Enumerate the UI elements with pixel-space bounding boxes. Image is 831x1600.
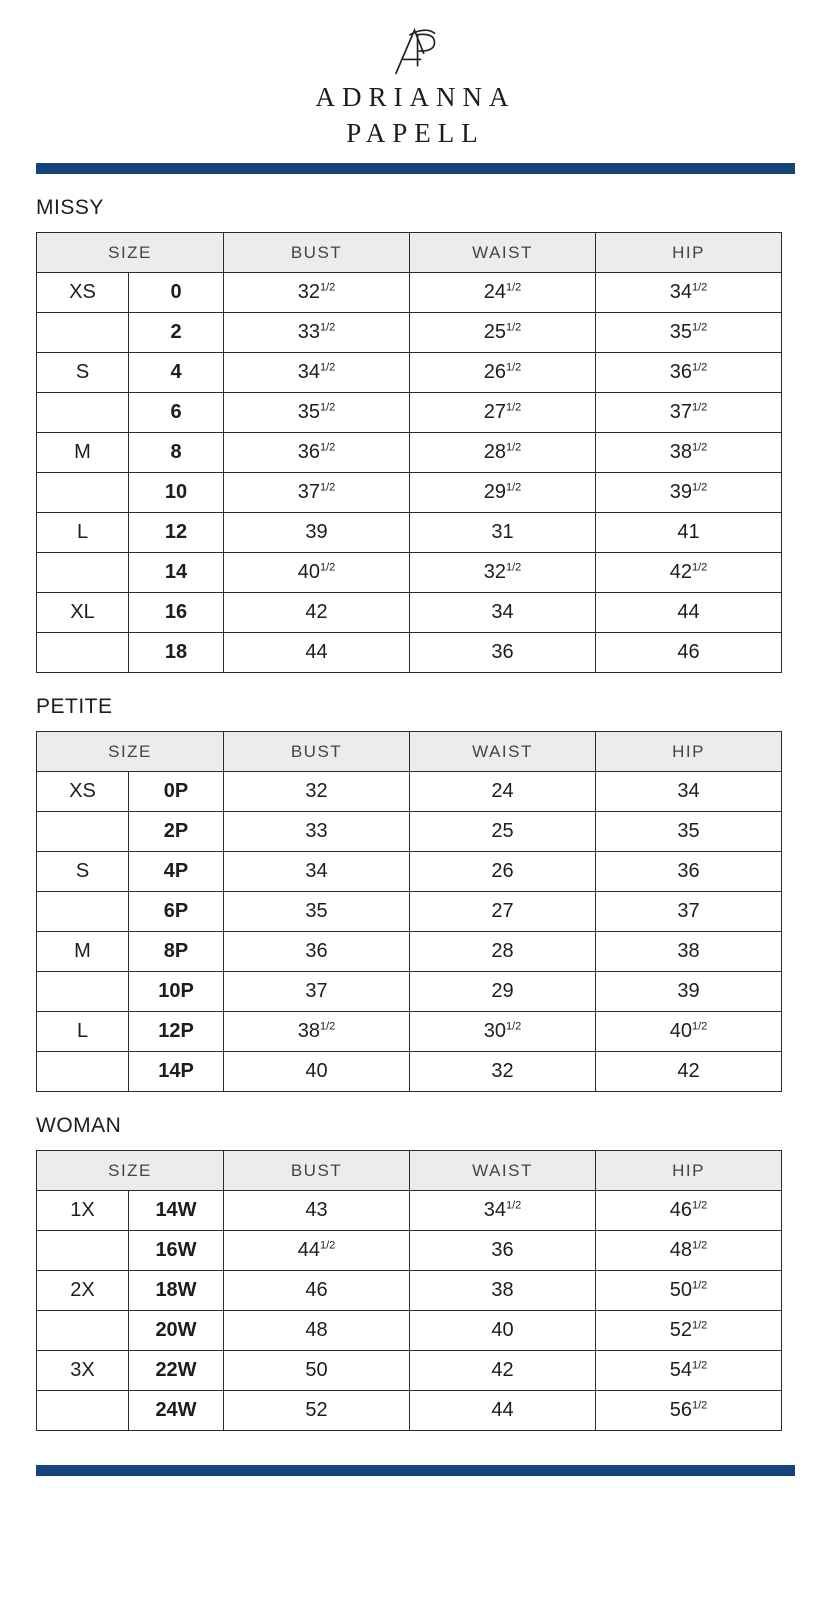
- cell-waist: $32^{1/2}$: [410, 553, 596, 593]
- cell-alpha-size: S: [37, 353, 129, 393]
- cell-waist: $34^{1/2}$: [410, 1191, 596, 1231]
- cell-hip: 34: [596, 772, 782, 812]
- cell-bust: 46: [224, 1271, 410, 1311]
- cell-alpha-size: S: [37, 852, 129, 892]
- table-row: [37, 1271, 782, 1311]
- size-table-petite: [36, 731, 782, 1092]
- fraction-half: 1/2: [505, 481, 522, 494]
- cell-hip: $46^{1/2}$: [596, 1191, 782, 1231]
- cell-waist: $24^{1/2}$: [410, 273, 596, 313]
- brand-name: [0, 80, 831, 151]
- section-title-petite: PETITE: [36, 695, 113, 719]
- cell-waist: $27^{1/2}$: [410, 393, 596, 433]
- column-header-waist: WAIST: [410, 233, 596, 273]
- cell-bust: $40^{1/2}$: [224, 553, 410, 593]
- cell-numeric-size: 24W: [129, 1391, 224, 1431]
- fraction-half: 1/2: [691, 1319, 708, 1332]
- fraction-half: 1/2: [691, 361, 708, 374]
- table-row: [37, 1191, 782, 1231]
- cell-waist: $25^{1/2}$: [410, 313, 596, 353]
- cell-hip: $56^{1/2}$: [596, 1391, 782, 1431]
- cell-alpha-size: L: [37, 513, 129, 553]
- cell-alpha-size: XS: [37, 273, 129, 313]
- cell-waist: 34: [410, 593, 596, 633]
- fraction-half: 1/2: [319, 1239, 336, 1252]
- table-row: [37, 1231, 782, 1271]
- table-row: [37, 812, 782, 852]
- cell-waist: 31: [410, 513, 596, 553]
- table-row: [37, 393, 782, 433]
- cell-alpha-size: [37, 553, 129, 593]
- cell-alpha-size: [37, 972, 129, 1012]
- fraction-half: 1/2: [319, 361, 336, 374]
- cell-bust: $35^{1/2}$: [224, 393, 410, 433]
- table-header-row: [37, 233, 782, 273]
- fraction-half: 1/2: [505, 561, 522, 574]
- cell-bust: 34: [224, 852, 410, 892]
- cell-bust: $36^{1/2}$: [224, 433, 410, 473]
- cell-numeric-size: 8P: [129, 932, 224, 972]
- table-row: [37, 1012, 782, 1052]
- cell-waist: 25: [410, 812, 596, 852]
- cell-alpha-size: 1X: [37, 1191, 129, 1231]
- fraction-half: 1/2: [691, 1279, 708, 1292]
- cell-alpha-size: [37, 633, 129, 673]
- fraction-half: 1/2: [691, 1399, 708, 1412]
- cell-numeric-size: 16W: [129, 1231, 224, 1271]
- cell-numeric-size: 6P: [129, 892, 224, 932]
- fraction-half: 1/2: [691, 1020, 708, 1033]
- cell-hip: $54^{1/2}$: [596, 1351, 782, 1391]
- cell-numeric-size: 8: [129, 433, 224, 473]
- cell-bust: 33: [224, 812, 410, 852]
- fraction-half: 1/2: [691, 1199, 708, 1212]
- cell-hip: $36^{1/2}$: [596, 353, 782, 393]
- cell-alpha-size: [37, 1311, 129, 1351]
- column-header-waist: WAIST: [410, 1151, 596, 1191]
- cell-bust: 48: [224, 1311, 410, 1351]
- cell-alpha-size: [37, 812, 129, 852]
- column-header-size: SIZE: [37, 1151, 224, 1191]
- fraction-half: 1/2: [319, 401, 336, 414]
- size-table-woman: [36, 1150, 782, 1431]
- cell-waist: 28: [410, 932, 596, 972]
- cell-numeric-size: 2P: [129, 812, 224, 852]
- cell-alpha-size: [37, 1231, 129, 1271]
- cell-hip: 41: [596, 513, 782, 553]
- cell-bust: 35: [224, 892, 410, 932]
- cell-alpha-size: XS: [37, 772, 129, 812]
- cell-alpha-size: 2X: [37, 1271, 129, 1311]
- fraction-half: 1/2: [691, 481, 708, 494]
- cell-waist: 27: [410, 892, 596, 932]
- table-row: [37, 313, 782, 353]
- cell-waist: 38: [410, 1271, 596, 1311]
- fraction-half: 1/2: [691, 1359, 708, 1372]
- fraction-half: 1/2: [505, 1020, 522, 1033]
- cell-hip: $42^{1/2}$: [596, 553, 782, 593]
- cell-hip: 35: [596, 812, 782, 852]
- cell-bust: $44^{1/2}$: [224, 1231, 410, 1271]
- cell-bust: 37: [224, 972, 410, 1012]
- cell-waist: $28^{1/2}$: [410, 433, 596, 473]
- cell-alpha-size: 3X: [37, 1351, 129, 1391]
- fraction-half: 1/2: [505, 281, 522, 294]
- cell-bust: 40: [224, 1052, 410, 1092]
- table-row: [37, 1311, 782, 1351]
- cell-numeric-size: 22W: [129, 1351, 224, 1391]
- cell-hip: 36: [596, 852, 782, 892]
- cell-waist: $26^{1/2}$: [410, 353, 596, 393]
- cell-alpha-size: [37, 473, 129, 513]
- section-missy: [36, 196, 795, 673]
- cell-alpha-size: [37, 393, 129, 433]
- cell-waist: 36: [410, 633, 596, 673]
- cell-bust: $34^{1/2}$: [224, 353, 410, 393]
- cell-bust: 36: [224, 932, 410, 972]
- table-row: [37, 553, 782, 593]
- cell-numeric-size: 0P: [129, 772, 224, 812]
- cell-alpha-size: M: [37, 932, 129, 972]
- cell-numeric-size: 12: [129, 513, 224, 553]
- table-row: [37, 513, 782, 553]
- table-row: [37, 633, 782, 673]
- column-header-bust: BUST: [224, 732, 410, 772]
- cell-alpha-size: L: [37, 1012, 129, 1052]
- table-row: [37, 473, 782, 513]
- cell-bust: 42: [224, 593, 410, 633]
- cell-alpha-size: [37, 892, 129, 932]
- cell-numeric-size: 16: [129, 593, 224, 633]
- cell-bust: 39: [224, 513, 410, 553]
- cell-hip: $52^{1/2}$: [596, 1311, 782, 1351]
- table-row: [37, 892, 782, 932]
- cell-numeric-size: 20W: [129, 1311, 224, 1351]
- table-row: [37, 433, 782, 473]
- cell-hip: 37: [596, 892, 782, 932]
- table-row: [37, 353, 782, 393]
- table-header-row: [37, 732, 782, 772]
- column-header-bust: BUST: [224, 1151, 410, 1191]
- fraction-half: 1/2: [691, 321, 708, 334]
- section-title-woman: WOMAN: [36, 1114, 122, 1138]
- cell-numeric-size: 0: [129, 273, 224, 313]
- table-row: [37, 1052, 782, 1092]
- fraction-half: 1/2: [505, 1199, 522, 1212]
- table-row: [37, 593, 782, 633]
- fraction-half: 1/2: [691, 561, 708, 574]
- cell-waist: 40: [410, 1311, 596, 1351]
- fraction-half: 1/2: [691, 401, 708, 414]
- cell-waist: 29: [410, 972, 596, 1012]
- cell-hip: 42: [596, 1052, 782, 1092]
- table-row: [37, 932, 782, 972]
- fraction-half: 1/2: [319, 281, 336, 294]
- cell-alpha-size: [37, 1052, 129, 1092]
- cell-numeric-size: 12P: [129, 1012, 224, 1052]
- cell-bust: $38^{1/2}$: [224, 1012, 410, 1052]
- fraction-half: 1/2: [691, 1239, 708, 1252]
- cell-waist: 24: [410, 772, 596, 812]
- size-table-missy: [36, 232, 782, 673]
- column-header-hip: HIP: [596, 233, 782, 273]
- fraction-half: 1/2: [505, 441, 522, 454]
- cell-hip: $39^{1/2}$: [596, 473, 782, 513]
- table-row: [37, 273, 782, 313]
- table-header-row: [37, 1151, 782, 1191]
- column-header-size: SIZE: [37, 233, 224, 273]
- cell-hip: $40^{1/2}$: [596, 1012, 782, 1052]
- table-body-missy: [37, 273, 782, 673]
- cell-hip: $38^{1/2}$: [596, 433, 782, 473]
- cell-numeric-size: 14: [129, 553, 224, 593]
- section-title-missy: MISSY: [36, 196, 104, 220]
- cell-waist: 42: [410, 1351, 596, 1391]
- cell-waist: 26: [410, 852, 596, 892]
- fraction-half: 1/2: [691, 441, 708, 454]
- bottom-rule: [36, 1465, 795, 1476]
- fraction-half: 1/2: [691, 281, 708, 294]
- brand-header: [0, 0, 831, 151]
- cell-bust: 52: [224, 1391, 410, 1431]
- cell-numeric-size: 18W: [129, 1271, 224, 1311]
- section-petite: [36, 695, 795, 1092]
- fraction-half: 1/2: [505, 361, 522, 374]
- fraction-half: 1/2: [319, 441, 336, 454]
- cell-waist: $30^{1/2}$: [410, 1012, 596, 1052]
- section-woman: [36, 1114, 795, 1431]
- cell-hip: 44: [596, 593, 782, 633]
- cell-bust: $37^{1/2}$: [224, 473, 410, 513]
- cell-bust: $32^{1/2}$: [224, 273, 410, 313]
- column-header-hip: HIP: [596, 732, 782, 772]
- cell-hip: 46: [596, 633, 782, 673]
- cell-numeric-size: 14P: [129, 1052, 224, 1092]
- brand-name-line-2: PAPELL: [346, 117, 485, 148]
- cell-hip: $35^{1/2}$: [596, 313, 782, 353]
- cell-bust: 32: [224, 772, 410, 812]
- cell-numeric-size: 14W: [129, 1191, 224, 1231]
- cell-alpha-size: XL: [37, 593, 129, 633]
- cell-hip: $48^{1/2}$: [596, 1231, 782, 1271]
- cell-bust: 50: [224, 1351, 410, 1391]
- fraction-half: 1/2: [319, 561, 336, 574]
- table-body-woman: [37, 1191, 782, 1431]
- cell-numeric-size: 18: [129, 633, 224, 673]
- fraction-half: 1/2: [319, 481, 336, 494]
- cell-numeric-size: 10: [129, 473, 224, 513]
- table-body-petite: [37, 772, 782, 1092]
- fraction-half: 1/2: [505, 401, 522, 414]
- cell-hip: 39: [596, 972, 782, 1012]
- top-rule: [36, 163, 795, 174]
- table-row: [37, 1391, 782, 1431]
- column-header-bust: BUST: [224, 233, 410, 273]
- cell-numeric-size: 6: [129, 393, 224, 433]
- cell-waist: 44: [410, 1391, 596, 1431]
- cell-waist: $29^{1/2}$: [410, 473, 596, 513]
- cell-numeric-size: 4: [129, 353, 224, 393]
- cell-alpha-size: [37, 1391, 129, 1431]
- cell-waist: 32: [410, 1052, 596, 1092]
- column-header-waist: WAIST: [410, 732, 596, 772]
- cell-waist: 36: [410, 1231, 596, 1271]
- cell-bust: $33^{1/2}$: [224, 313, 410, 353]
- cell-hip: 38: [596, 932, 782, 972]
- table-row: [37, 852, 782, 892]
- table-row: [37, 1351, 782, 1391]
- cell-alpha-size: M: [37, 433, 129, 473]
- ap-monogram-icon: [361, 24, 471, 78]
- table-row: [37, 972, 782, 1012]
- cell-alpha-size: [37, 313, 129, 353]
- cell-bust: 44: [224, 633, 410, 673]
- fraction-half: 1/2: [505, 321, 522, 334]
- table-row: [37, 772, 782, 812]
- cell-hip: $34^{1/2}$: [596, 273, 782, 313]
- cell-numeric-size: 10P: [129, 972, 224, 1012]
- cell-hip: $50^{1/2}$: [596, 1271, 782, 1311]
- fraction-half: 1/2: [319, 1020, 336, 1033]
- column-header-hip: HIP: [596, 1151, 782, 1191]
- column-header-size: SIZE: [37, 732, 224, 772]
- cell-hip: $37^{1/2}$: [596, 393, 782, 433]
- cell-bust: 43: [224, 1191, 410, 1231]
- brand-name-line-1: ADRIANNA: [315, 82, 516, 112]
- cell-numeric-size: 2: [129, 313, 224, 353]
- cell-numeric-size: 4P: [129, 852, 224, 892]
- fraction-half: 1/2: [319, 321, 336, 334]
